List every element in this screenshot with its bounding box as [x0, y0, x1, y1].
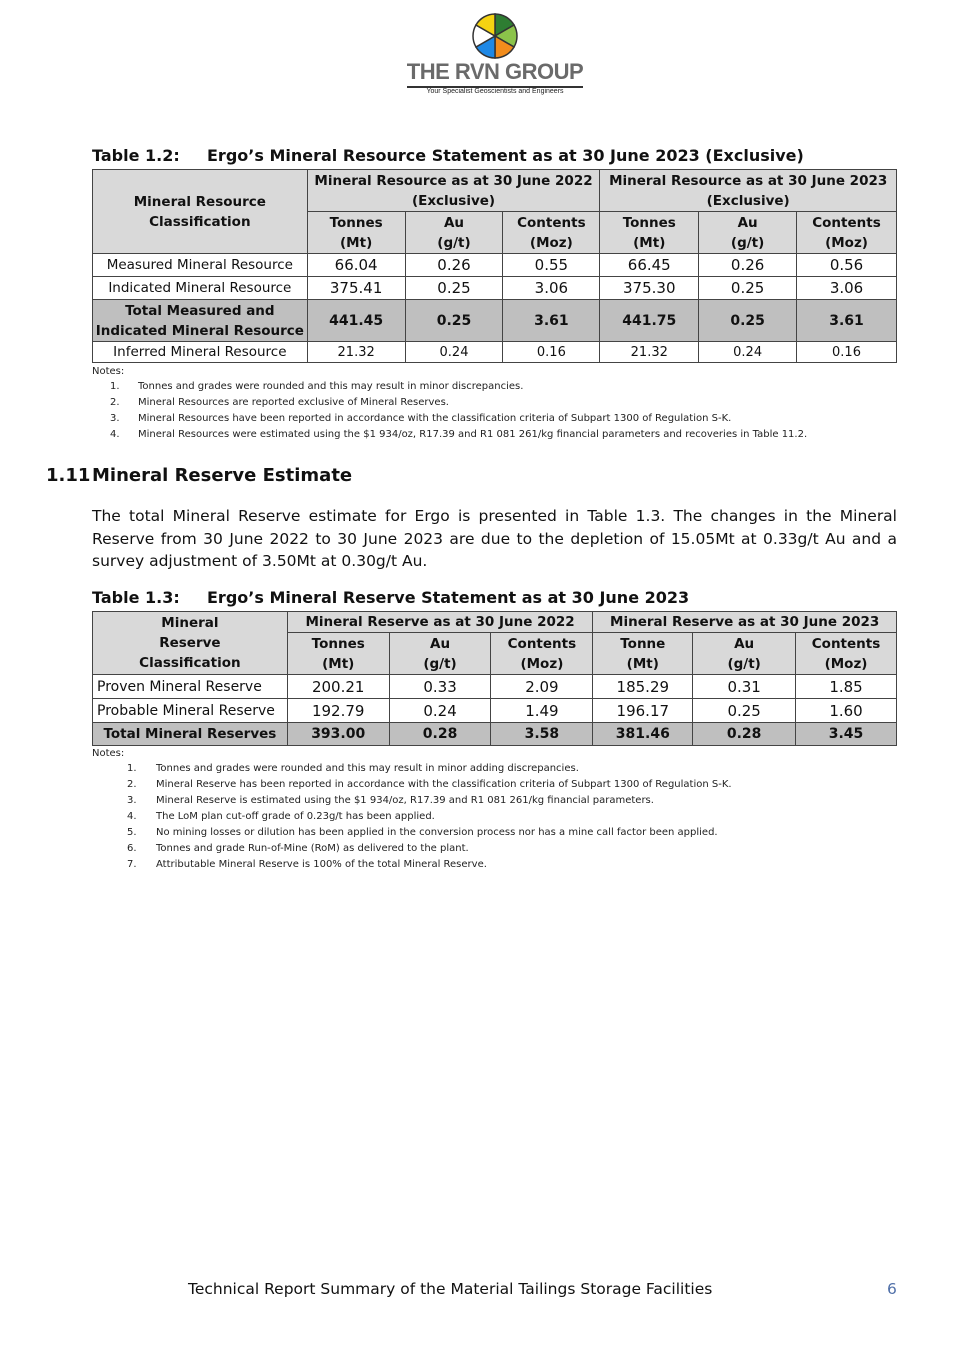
table1-col-header: Au (g/t): [405, 212, 503, 254]
table-cell: 66.04: [307, 254, 405, 277]
table-cell: 66.45: [600, 254, 699, 277]
section-paragraph: The total Mineral Reserve estimate for Ergo is presented in Table 1.3. The changes in the Mineral Reserve from 30 June 2022 to 30 June 2023 are due to the depletion of 15.05Mt at 0.33g/t Au and a survey adjustment of 3.50Mt at 0.30g/t Au.: [92, 507, 897, 570]
logo-tagline: Your Specialist Geoscientists and Engineers: [426, 88, 564, 95]
table-cell: 0.28: [389, 723, 491, 746]
table-cell: 1.60: [796, 699, 897, 723]
table-cell: 3.45: [796, 723, 897, 746]
table2-col-header: Contents (Moz): [796, 633, 897, 675]
section-heading: [46, 465, 352, 486]
table-row: [93, 699, 897, 723]
table-cell: 0.24: [389, 699, 491, 723]
table-cell: 0.28: [693, 723, 796, 746]
table2-col-header: Contents (Moz): [491, 633, 593, 675]
company-logo: [403, 12, 587, 98]
table-row: [93, 277, 897, 300]
table-cell: 2.09: [491, 675, 593, 699]
table1-notes: [92, 365, 897, 443]
table-cell: 3.06: [503, 277, 600, 300]
table1-caption-number: Table 1.2:: [92, 146, 180, 165]
table1-col-header: Contents (Moz): [797, 212, 897, 254]
note-item: 1. Tonnes and grades were rounded and this may result in minor adding discrepancies.: [127, 763, 579, 774]
table1-col-header: Tonnes (Mt): [307, 212, 405, 254]
table-cell: 375.41: [307, 277, 405, 300]
table2-notes: [92, 747, 897, 873]
page-footer: Technical Report Summary of the Material Tailings Storage Facilities: [188, 1280, 713, 1298]
row-label: Probable Mineral Reserve: [93, 699, 288, 723]
table-row-total: [93, 300, 897, 342]
table-cell: 200.21: [287, 675, 389, 699]
logo-pie-icon: [471, 12, 519, 60]
note-item: 6. Tonnes and grade Run-of-Mine (RoM) as delivered to the plant.: [127, 843, 469, 854]
row-label: Proven Mineral Reserve: [93, 675, 288, 699]
table-cell: 0.25: [693, 699, 796, 723]
table1-col-header: Tonnes (Mt): [600, 212, 699, 254]
table1-col-header: Contents (Moz): [503, 212, 600, 254]
table-cell: 0.31: [693, 675, 796, 699]
notes-label: Notes:: [92, 748, 125, 759]
table-cell: 1.85: [796, 675, 897, 699]
note-item: 2. Mineral Resources are reported exclusive of Mineral Reserves.: [110, 397, 449, 408]
table2-group-2023-header: Mineral Reserve as at 30 June 2023: [593, 612, 897, 633]
note-item: 2. Mineral Reserve has been reported in accordance with the classification criteria of Subpart 1300 of Regulation S-K.: [127, 779, 732, 790]
table2-col-header: Tonne (Mt): [593, 633, 693, 675]
notes-label: Notes:: [92, 366, 125, 377]
table-cell: 3.06: [797, 277, 897, 300]
table-cell: 21.32: [307, 342, 405, 363]
table-row: [93, 254, 897, 277]
table-cell: 0.26: [405, 254, 503, 277]
row-label: Measured Mineral Resource: [93, 254, 308, 277]
note-item: 3. Mineral Resources have been reported in accordance with the classification criteria of Subpart 1300 of Regulation S-K.: [110, 413, 732, 424]
mineral-reserve-table: [92, 611, 897, 746]
table-cell: 0.25: [405, 277, 503, 300]
table1-group-2023-header: Mineral Resource as at 30 June 2023 (Exclusive): [600, 170, 897, 212]
table-cell: 21.32: [600, 342, 699, 363]
table-cell: 3.61: [797, 300, 897, 342]
row-label: Total Mineral Reserves: [93, 723, 288, 746]
note-item: 3. Mineral Reserve is estimated using the $1 934/oz, R17.39 and R1 081 261/kg financial parameters.: [127, 795, 654, 806]
table-cell: 0.25: [699, 277, 797, 300]
table-cell: 1.49: [491, 699, 593, 723]
table-cell: 3.61: [503, 300, 600, 342]
table2-col-header: Tonnes (Mt): [287, 633, 389, 675]
logo-name: THE RVN GROUP: [406, 59, 584, 84]
row-label: Total Measured and Indicated Mineral Resource: [93, 300, 308, 342]
table-cell: 0.16: [503, 342, 600, 363]
table2-caption: [92, 588, 689, 607]
table2-caption-title: Ergo’s Mineral Reserve Statement as at 30 June 2023: [207, 588, 690, 607]
table-cell: 196.17: [593, 699, 693, 723]
table-cell: 0.55: [503, 254, 600, 277]
table2-group-2022-header: Mineral Reserve as at 30 June 2022: [287, 612, 593, 633]
note-item: 4. Mineral Resources were estimated using the $1 934/oz, R17.39 and R1 081 261/kg financial parameters and recoveries in Table 11.2.: [110, 429, 808, 440]
row-label: Inferred Mineral Resource: [93, 342, 308, 363]
note-item: 7. Attributable Mineral Reserve is 100% of the total Mineral Reserve.: [127, 859, 487, 870]
table-cell: 441.45: [307, 300, 405, 342]
table-cell: 0.16: [797, 342, 897, 363]
table1-group-2022-header: Mineral Resource as at 30 June 2022 (Exclusive): [307, 170, 600, 212]
table-cell: 0.33: [389, 675, 491, 699]
table1-col-header: Au (g/t): [699, 212, 797, 254]
table-cell: 0.24: [699, 342, 797, 363]
table1-class-header: Mineral Resource Classification: [93, 170, 308, 254]
table2-caption-number: Table 1.3:: [92, 588, 180, 607]
table2-class-header: Mineral Reserve Classification: [93, 612, 288, 675]
section-title: Mineral Reserve Estimate: [92, 465, 353, 486]
note-item: 1. Tonnes and grades were rounded and this may result in minor discrepancies.: [110, 381, 524, 392]
table-cell: 0.56: [797, 254, 897, 277]
table-cell: 0.26: [699, 254, 797, 277]
table-cell: 0.25: [405, 300, 503, 342]
section-number: 1.11: [46, 465, 91, 486]
table-cell: 393.00: [287, 723, 389, 746]
mineral-resource-table: [92, 169, 897, 363]
table-cell: 185.29: [593, 675, 693, 699]
row-label: Indicated Mineral Resource: [93, 277, 308, 300]
table-cell: 192.79: [287, 699, 389, 723]
page-number: 6: [887, 1280, 897, 1298]
note-item: 5. No mining losses or dilution has been applied in the conversion process nor has a mine call factor been applied.: [127, 827, 718, 838]
table2-col-header: Au (g/t): [389, 633, 491, 675]
table-row: [93, 342, 897, 363]
note-item: 4. The LoM plan cut-off grade of 0.23g/t has been applied.: [127, 811, 435, 822]
table2-col-header: Au (g/t): [693, 633, 796, 675]
table1-caption: [92, 146, 804, 165]
table1-caption-title: Ergo’s Mineral Resource Statement as at 30 June 2023 (Exclusive): [207, 146, 804, 165]
table-cell: 0.24: [405, 342, 503, 363]
table-cell: 441.75: [600, 300, 699, 342]
table-row: [93, 675, 897, 699]
table-cell: 381.46: [593, 723, 693, 746]
table-cell: 0.25: [699, 300, 797, 342]
table-cell: 3.58: [491, 723, 593, 746]
table-row-total: [93, 723, 897, 746]
table-cell: 375.30: [600, 277, 699, 300]
